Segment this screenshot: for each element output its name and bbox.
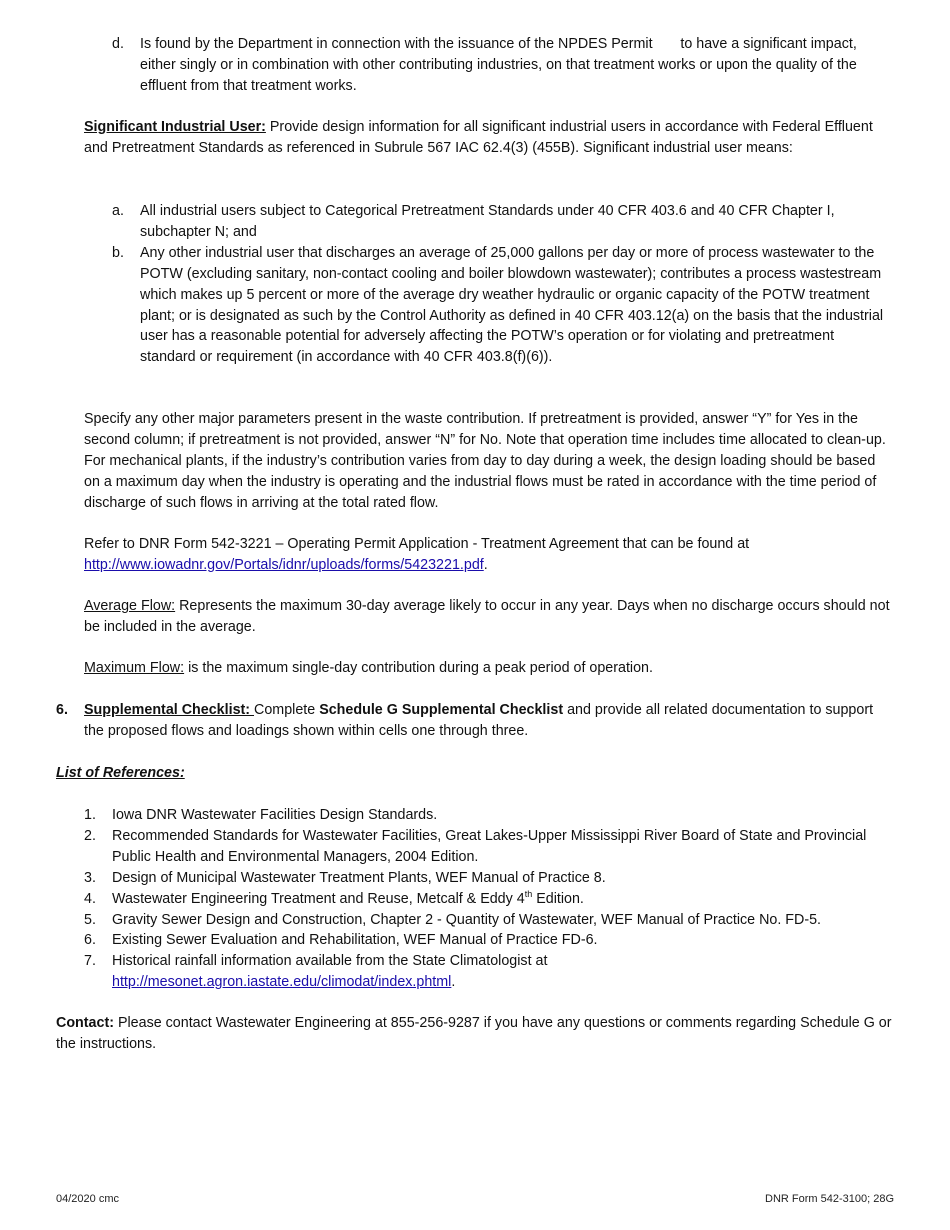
- specify-parameters-paragraph: Specify any other major parameters present in the waste contribution. If pretreatment is provided, answer “Y” for Yes in the second column; if pretreatment is not provided, answer “N” for No. Note that operation time includes time allocated to clean-up. For mechanical plants, if the industry’s contribution varies from day to day during a week, the design loading should be based on a maximum day when the industry is operating and the industrial flows must be rated in accordance with the time period of discharge of such flows in arriving at the total rated flow.: [84, 411, 886, 511]
- list-item-text: Any other industrial user that discharges an average of 25,000 gallons per day or more of process wastewater to the POTW (excluding sanitary, non-contact cooling and boiler blowdown wastewater); contributes a process wastestream which makes up 5 percent or more of the average dry weather hydraulic or organic capacity of the POTW treatment plant; or is designated as such by the Control Authority as defined in 40 CFR 403.12(a) on the basis that the industrial user has a reasonable potential for adversely affecting the POTW’s operation or for violating and pretreatment standard or requirement (in accordance with 40 CFR 403.8(f)(6)).: [140, 244, 884, 366]
- reference-text: Gravity Sewer Design and Construction, Chapter 2 - Quantity of Wastewater, WEF Manual of Practice No. FD-5.: [112, 911, 822, 928]
- list-marker: b.: [112, 244, 124, 261]
- list-marker: 3.: [84, 869, 96, 886]
- reference-text: [112, 889, 892, 910]
- average-flow-label: Average Flow:: [84, 598, 176, 614]
- list-item-text: Is found by the Department in connection with the issuance of the NPDES Permit to have a significant impact, either singly or in combination with other contributing industries, on that treatment works or upon the quality of the effluent from that treatment works.: [140, 36, 857, 94]
- supplemental-checklist-text: [84, 700, 892, 742]
- contact-label: Contact:: [56, 1015, 114, 1031]
- reference-text: Iowa DNR Wastewater Facilities Design Standards.: [112, 807, 438, 823]
- reference-item: [84, 889, 892, 910]
- list-marker: 4.: [84, 890, 96, 907]
- maximum-flow-label: Maximum Flow:: [84, 660, 185, 676]
- reference-text: Recommended Standards for Wastewater Facilities, Great Lakes-Upper Mississippi River Board of State and Provincial Public Health and Environmental Managers, 2004 Edition.: [112, 827, 867, 865]
- text-post: and provide all related documentation to support the proposed flows and loadings shown within cells one through three.: [84, 702, 874, 739]
- list-item-a: [112, 201, 892, 243]
- reference-item: [84, 805, 892, 826]
- references-heading: List of References:: [56, 765, 185, 781]
- reference-text: [112, 951, 892, 993]
- significant-user-label: Significant Industrial User:: [84, 119, 266, 135]
- supplemental-checklist-label: Supplemental Checklist:: [84, 702, 255, 718]
- reference-text-end: .: [451, 974, 456, 991]
- average-flow-text: Represents the maximum 30-day average likely to occur in any year. Days when no discharge occurs should not be included in the average.: [84, 598, 890, 635]
- list-marker: d.: [112, 36, 124, 52]
- refer-text: Refer to DNR Form 542-3221 – Operating Permit Application - Treatment Agreement that can be found at: [84, 536, 750, 552]
- reference-item: [84, 910, 892, 931]
- list-marker: 5.: [84, 911, 96, 928]
- contact-paragraph: [56, 1013, 892, 1055]
- list-marker: 6.: [84, 932, 96, 949]
- contact-text: Please contact Wastewater Engineering at 855-256-9287 if you have any questions or comments regarding Schedule G or the instructions.: [56, 1015, 892, 1052]
- list-item-b: [112, 243, 892, 368]
- list-item-d: [112, 34, 892, 97]
- list-marker: a.: [112, 203, 124, 219]
- maximum-flow-text: is the maximum single-day contribution during a peak period of operation.: [184, 660, 653, 676]
- references-list: [84, 805, 892, 993]
- dnr-form-link[interactable]: http://www.iowadnr.gov/Portals/idnr/uploads/forms/5423221.pdf: [84, 556, 484, 573]
- footer-form-number: DNR Form 542-3100; 28G: [765, 1193, 894, 1205]
- reference-item: [84, 930, 892, 951]
- significant-user-list: [112, 201, 892, 368]
- reference-text-main: Historical rainfall information available from the State Climatologist at: [112, 953, 548, 970]
- reference-text-main: Wastewater Engineering Treatment and Reuse, Metcalf & Eddy 4: [112, 890, 525, 907]
- list-marker: 1.: [84, 807, 96, 823]
- reference-text-post: Edition.: [532, 890, 584, 907]
- reference-item: [84, 868, 892, 889]
- list-item-text: All industrial users subject to Categorical Pretreatment Standards under 40 CFR 403.6 and 40 CFR Chapter I, subchapter N; and: [140, 203, 835, 240]
- average-flow-paragraph: [84, 596, 892, 638]
- reference-item: [84, 951, 892, 993]
- reference-text: Existing Sewer Evaluation and Rehabilitation, WEF Manual of Practice FD-6.: [112, 932, 598, 949]
- climodat-link[interactable]: http://mesonet.agron.iastate.edu/climodat/index.phtml: [112, 974, 452, 991]
- reference-item: [84, 826, 892, 868]
- superscript: th: [524, 888, 533, 899]
- significant-user-paragraph: [84, 117, 892, 159]
- refer-end: .: [483, 556, 488, 573]
- list-marker: 6.: [56, 702, 68, 718]
- refer-form-paragraph: [84, 534, 892, 576]
- list-marker: 2.: [84, 827, 96, 844]
- reference-text: Design of Municipal Wastewater Treatment Plants, WEF Manual of Practice 8.: [112, 869, 606, 886]
- footer-date: 04/2020 cmc: [56, 1193, 119, 1205]
- maximum-flow-paragraph: [84, 658, 892, 679]
- list-marker: 7.: [84, 953, 96, 970]
- schedule-g-checklist-name: Schedule G Supplemental Checklist: [319, 702, 564, 718]
- significant-user-text: Provide design information for all significant industrial users in accordance with Federal Effluent and Pretreatment Standards as referenced in Subrule 567 IAC 62.4(3) (455B). Significant industrial user means:: [84, 119, 873, 156]
- list-item-6: [56, 700, 892, 742]
- text-pre: Complete: [254, 702, 320, 718]
